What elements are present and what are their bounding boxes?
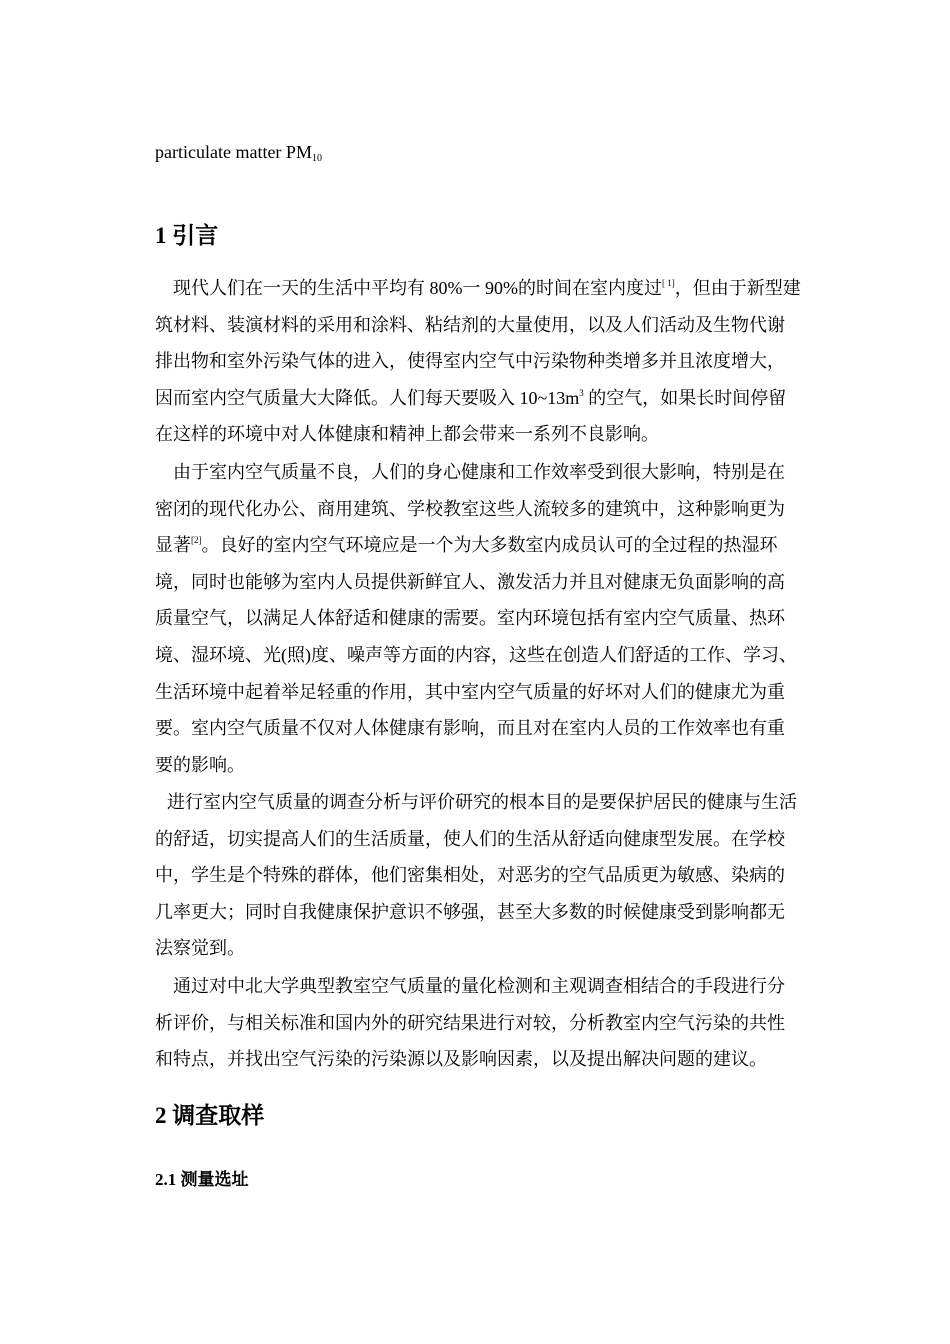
paragraph-line: 显著[2]。良好的室内空气环境应是一个为大多数室内成员认可的全过程的热湿环 bbox=[155, 535, 778, 556]
section-1-heading: 1 引言 bbox=[155, 223, 219, 248]
paragraph-line: 由于室内空气质量不良，人们的身心健康和工作效率受到很大影响，特别是在 bbox=[173, 462, 785, 482]
keyword-subscript: 10 bbox=[311, 153, 322, 164]
keyword-text: particulate matter PM bbox=[155, 142, 312, 162]
section-2-heading: 2 调查取样 bbox=[155, 1103, 265, 1128]
paragraph-line: 中，学生是个特殊的群体，他们密集相处，对恶劣的空气品质更为敏感、染病的 bbox=[155, 865, 785, 886]
superscript: 3 bbox=[579, 387, 584, 398]
paragraph-line: 几率更大；同时自我健康保护意识不够强，甚至大多数的时候健康受到影响都无 bbox=[155, 901, 785, 922]
paragraph-line: 生活环境中起着举足轻重的作用，其中室内空气质量的好坏对人们的健康尤为重 bbox=[155, 681, 785, 702]
paragraph-3 bbox=[155, 784, 845, 967]
paragraph-line: 要。室内空气质量不仅对人体健康有影响，而且对在室内人员的工作效率也有重 bbox=[155, 718, 785, 739]
paragraph-2 bbox=[155, 454, 845, 783]
paragraph-line: 析评价，与相关标准和国内外的研究结果进行对较，分析教室内空气污染的共性 bbox=[155, 1012, 785, 1033]
paragraph-line: 筑材料、装演材料的采用和涂料、粘结剂的大量使用，以及人们活动及生物代谢 bbox=[155, 314, 785, 335]
citation-ref: [ 1] bbox=[662, 278, 675, 288]
paragraph-line: 密闭的现代化办公、商用建筑、学校教室这些人流较多的建筑中，这种影响更为 bbox=[155, 498, 785, 519]
paragraph-line: 在这样的环境中对人体健康和精神上都会带来一系列不良影响。 bbox=[155, 424, 659, 445]
paragraph-line: 境，同时也能够为室内人员提供新鲜宜人、激发活力并且对健康无负面影响的高 bbox=[155, 571, 785, 592]
paragraph-line: 要的影响。 bbox=[155, 754, 245, 775]
paragraph-line: 排出物和室外污染气体的进入，使得室内空气中污染物种类增多并且浓度增大， bbox=[155, 351, 785, 372]
keywords-line bbox=[155, 140, 322, 171]
paragraph-line: 质量空气，以满足人体舒适和健康的需要。室内环境包括有室内空气质量、热环 bbox=[155, 608, 785, 629]
paragraph-line: 现代人们在一天的生活中平均有 80%一 90%的时间在室内度过[ 1]，但由于新型建 bbox=[173, 278, 801, 298]
subsection-2-1-heading: 2.1 测量选址 bbox=[155, 1170, 249, 1189]
paragraph-line: 因而室内空气质量大大降低。人们每天要吸入 $10\sim 13m^3$ 的空气，如果长时间停留 bbox=[155, 387, 787, 408]
paragraph-line: 的舒适，切实提高人们的生活质量，使人们的生活从舒适向健康型发展。在学校 bbox=[155, 828, 785, 849]
paragraph-4 bbox=[155, 968, 845, 1078]
paragraph-line: 境、湿环境、光(照)度、噪声等方面的内容，这些在创造人们舒适的工作、学习、 bbox=[155, 644, 797, 665]
paragraph-line: 通过对中北大学典型教室空气质量的量化检测和主观调查相结合的手段进行分 bbox=[173, 976, 785, 996]
paragraph-line: 法察觉到。 bbox=[155, 938, 245, 959]
paragraph-1 bbox=[155, 270, 845, 453]
citation-ref: [2] bbox=[191, 535, 202, 546]
paragraph-line: 和特点，并找出空气污染的污染源以及影响因素，以及提出解决问题的建议。 bbox=[155, 1049, 767, 1070]
paragraph-line: 进行室内空气质量的调查分析与评价研究的根本目的是要保护居民的健康与生活 bbox=[167, 792, 797, 812]
